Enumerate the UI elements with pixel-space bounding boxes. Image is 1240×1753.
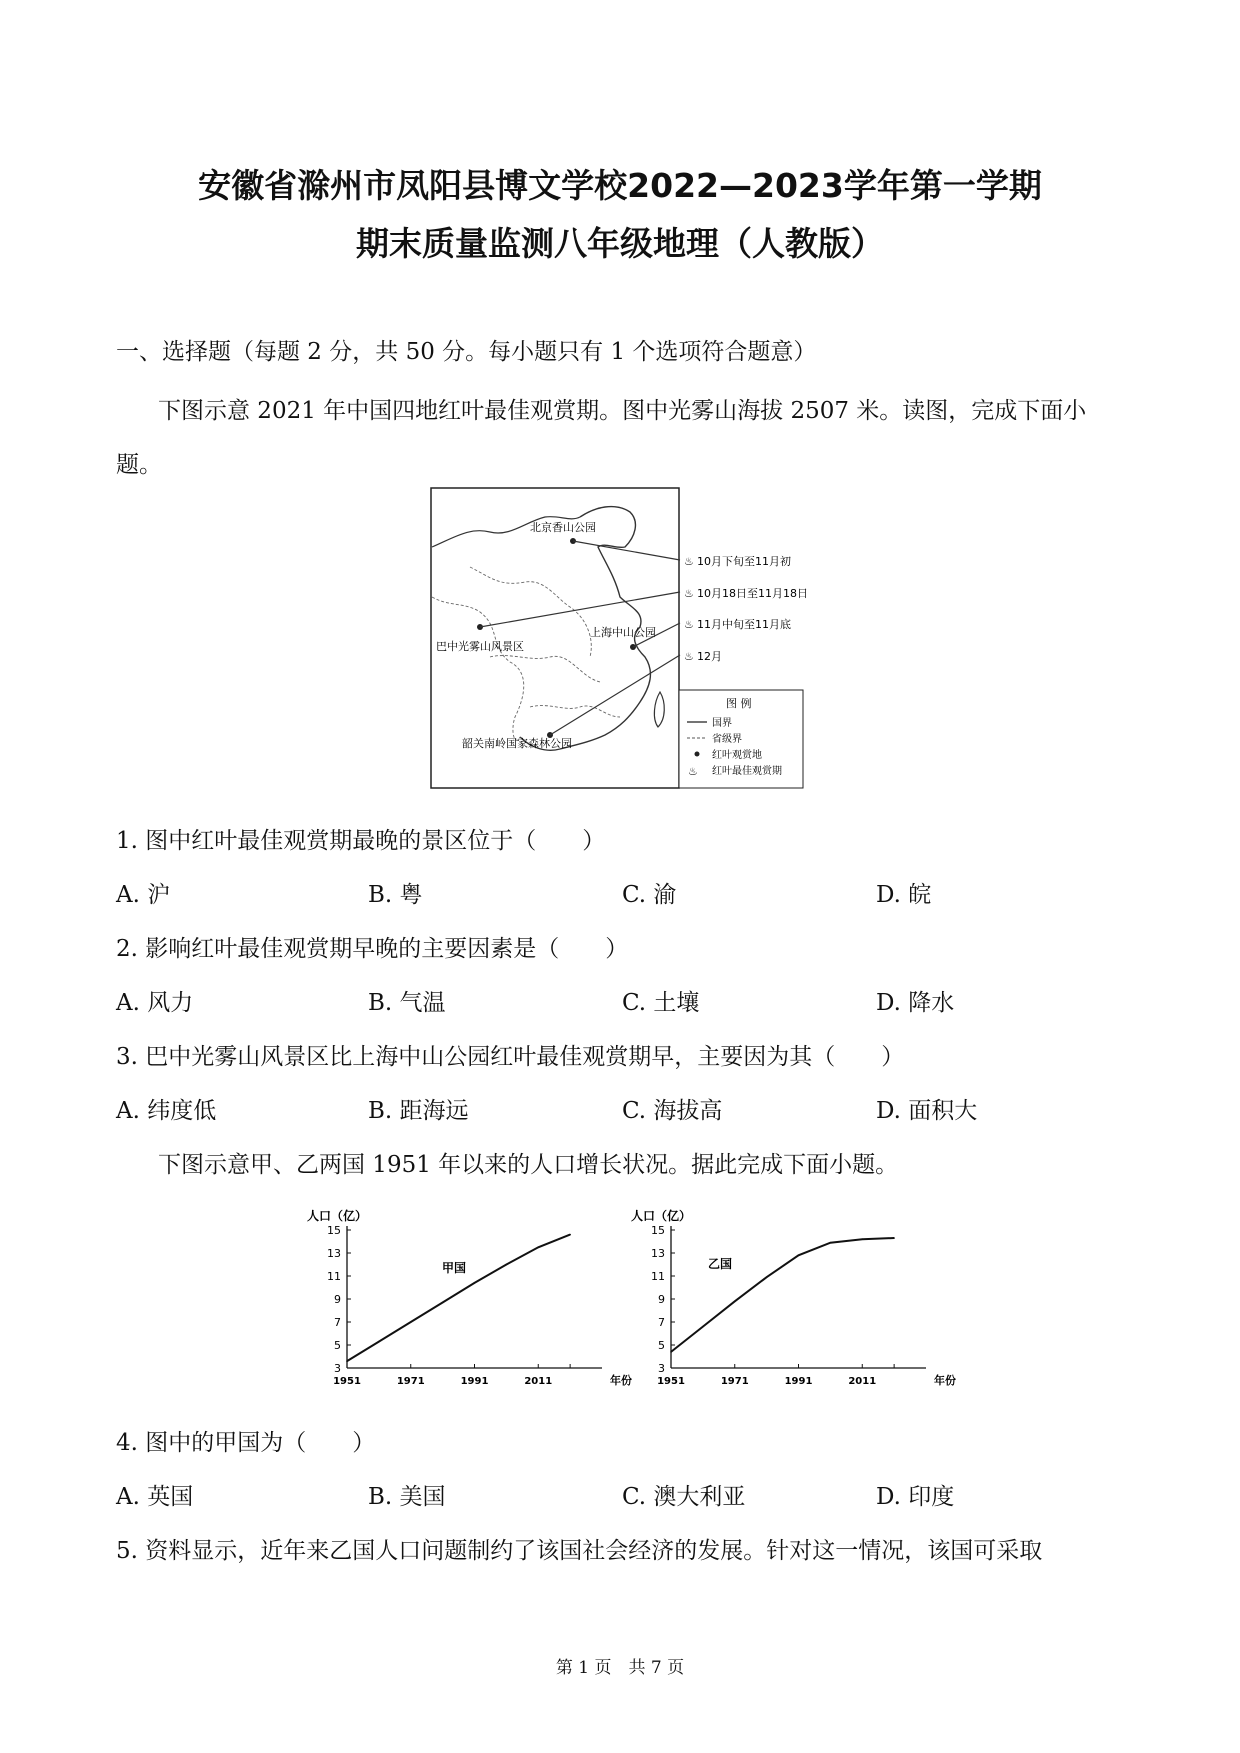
q2-option-c: C. 土壤 <box>622 990 700 1016</box>
data-point <box>378 1341 380 1343</box>
leaf-icon: ♨ <box>684 618 694 631</box>
q3-option-c: C. 海拔高 <box>622 1098 723 1124</box>
period-1: 10月下旬至11月初 <box>697 555 791 568</box>
y-tick-label: 5 <box>658 1339 665 1352</box>
data-point <box>734 1301 736 1303</box>
y-tick-label: 15 <box>327 1224 341 1237</box>
data-point <box>506 1264 508 1266</box>
leaf-icon: ♨ <box>684 650 694 663</box>
period-marker-4 <box>684 650 722 663</box>
data-point <box>346 1360 348 1362</box>
data-point <box>670 1351 672 1353</box>
leaf-icon: ♨ <box>684 555 694 568</box>
q1-option-c: C. 渝 <box>622 882 677 908</box>
period-marker-3 <box>684 617 791 631</box>
question-1-stem: 1. 图中红叶最佳观赏期最晚的景区位于（ ） <box>116 828 606 854</box>
y-tick-label: 9 <box>658 1293 665 1306</box>
data-point <box>893 1237 895 1239</box>
y-tick-label: 7 <box>334 1316 341 1329</box>
legend-item-2: 省级界 <box>712 734 742 745</box>
y-tick-label: 3 <box>334 1362 341 1375</box>
page-footer: 第 1 页 共 7 页 <box>555 1658 685 1678</box>
data-point <box>537 1246 539 1248</box>
q3-option-a: A. 纬度低 <box>116 1098 217 1124</box>
x-tick-label: 1951 <box>333 1376 361 1387</box>
population-chart-jia <box>302 1200 632 1400</box>
question-5-stem: 5. 资料显示，近年来乙国人口问题制约了该国社会经济的发展。针对这一情况，该国可采取 <box>116 1538 1043 1564</box>
y-tick-label: 11 <box>651 1270 665 1283</box>
y-tick-label: 13 <box>651 1247 665 1260</box>
label-shanghai: 上海中山公园 <box>590 626 656 639</box>
label-bazhong: 巴中光雾山风景区 <box>436 640 524 653</box>
question-3-stem: 3. 巴中光雾山风景区比上海中山公园红叶最佳观赏期早，主要因为其（ ） <box>116 1044 905 1070</box>
title-line-1: 安徽省滁州市凤阳县博文学校2022—2023学年第一学期 <box>198 166 1042 205</box>
x-tick-label: 1971 <box>396 1376 425 1387</box>
legend-item-4: 红叶最佳观赏期 <box>712 766 782 777</box>
q3-option-d: D. 面积大 <box>876 1098 978 1124</box>
passage1-line1: 下图示意 2021 年中国四地红叶最佳观赏期。图中光雾山海拔 2507 米。读图，完成下面小 <box>158 398 1087 424</box>
y-tick-label: 9 <box>334 1293 341 1306</box>
y-tick-label: 3 <box>658 1362 665 1375</box>
x-tick-label: 1991 <box>460 1376 489 1387</box>
map-legend <box>679 690 803 788</box>
data-point <box>474 1282 476 1284</box>
x-tick-label: 1951 <box>657 1376 685 1387</box>
y-axis-label: 人口（亿） <box>631 1209 692 1223</box>
data-point <box>798 1255 800 1257</box>
data-point <box>830 1242 832 1244</box>
y-tick-label: 5 <box>334 1339 341 1352</box>
y-axis-label: 人口（亿） <box>307 1209 368 1223</box>
data-point <box>569 1234 571 1236</box>
q2-option-d: D. 降水 <box>876 990 955 1016</box>
leaf-icon: ♨ <box>688 765 698 778</box>
q2-option-b: B. 气温 <box>368 990 446 1016</box>
x-tick-label: 1991 <box>784 1376 813 1387</box>
series-label: 甲国 <box>442 1261 467 1275</box>
period-marker-1 <box>684 554 791 568</box>
question-2-stem: 2. 影响红叶最佳观赏期早晚的主要因素是（ ） <box>116 936 629 962</box>
period-4: 12月 <box>697 650 722 663</box>
series-line <box>347 1235 570 1362</box>
series-line <box>671 1238 894 1352</box>
y-tick-label: 15 <box>651 1224 665 1237</box>
q3-option-b: B. 距海远 <box>368 1098 469 1124</box>
red-leaf-map <box>430 487 810 797</box>
question-4-stem: 4. 图中的甲国为（ ） <box>116 1430 376 1456</box>
data-point <box>861 1238 863 1240</box>
legend-point-swatch <box>695 752 700 757</box>
period-2: 10月18日至11月18日 <box>697 587 808 600</box>
y-tick-label: 11 <box>327 1270 341 1283</box>
data-point <box>442 1302 444 1304</box>
data-point <box>410 1321 412 1323</box>
q4-option-a: A. 英国 <box>116 1484 194 1510</box>
q4-option-c: C. 澳大利亚 <box>622 1484 746 1510</box>
q1-option-d: D. 皖 <box>876 882 932 908</box>
legend-item-1: 国界 <box>712 718 732 729</box>
series-label: 乙国 <box>708 1257 733 1271</box>
period-3: 11月中旬至11月底 <box>697 618 791 631</box>
data-point <box>702 1326 704 1328</box>
passage2: 下图示意甲、乙两国 1951 年以来的人口增长状况。据此完成下面小题。 <box>158 1152 899 1178</box>
q4-option-d: D. 印度 <box>876 1484 955 1510</box>
title-line-2: 期末质量监测八年级地理（人教版） <box>356 224 884 263</box>
q1-option-b: B. 粤 <box>368 882 423 908</box>
q2-option-a: A. 风力 <box>116 990 194 1016</box>
population-chart-yi <box>626 1200 956 1400</box>
leaf-icon: ♨ <box>684 587 694 600</box>
data-point <box>766 1276 768 1278</box>
period-marker-2 <box>684 587 808 600</box>
q4-option-b: B. 美国 <box>368 1484 446 1510</box>
x-axis-label: 年份 <box>610 1374 632 1387</box>
label-shaoguan: 韶关南岭国家森林公园 <box>462 737 572 750</box>
q1-option-a: A. 沪 <box>116 882 171 908</box>
x-axis-label: 年份 <box>934 1374 956 1387</box>
legend-item-3: 红叶观赏地 <box>712 750 762 761</box>
x-tick-label: 2011 <box>848 1376 877 1387</box>
y-tick-label: 13 <box>327 1247 341 1260</box>
x-tick-label: 2011 <box>524 1376 553 1387</box>
section-heading: 一、选择题（每题 2 分，共 50 分。每小题只有 1 个选项符合题意） <box>116 339 817 365</box>
legend-title: 图 例 <box>726 697 752 710</box>
x-tick-label: 1971 <box>720 1376 749 1387</box>
passage1-line2: 题。 <box>116 452 162 478</box>
y-tick-label: 7 <box>658 1316 665 1329</box>
label-beijing: 北京香山公园 <box>530 521 596 534</box>
